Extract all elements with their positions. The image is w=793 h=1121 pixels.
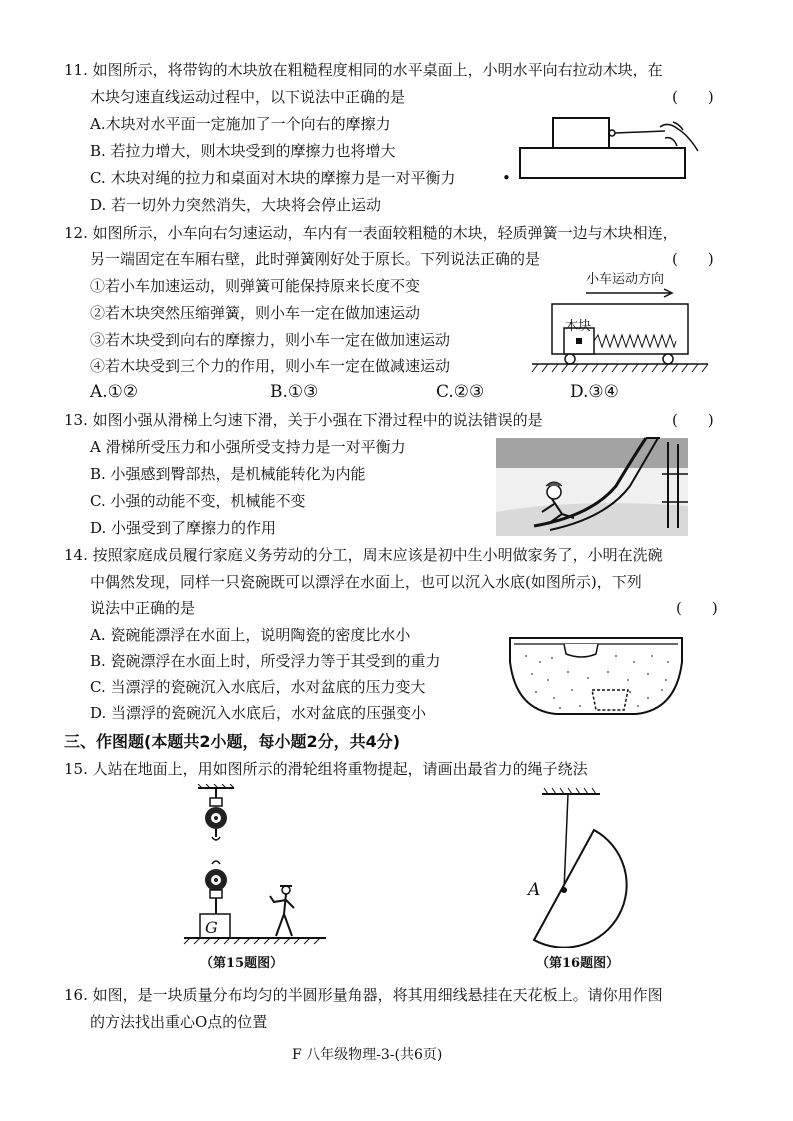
q11-stem-line2: 木块匀速直线运动过程中，以下说法中正确的是 xyxy=(90,88,406,106)
q15-stem: 15. 人站在地面上，用如图所示的滑轮组将重物提起，请画出最省力的绳子绕法 xyxy=(64,760,588,778)
q16-caption: （第16题图） xyxy=(536,956,620,971)
q16-protractor-figure xyxy=(520,784,660,948)
q11-option-a: A.木块对水平面一定施加了一个向右的摩擦力 xyxy=(90,115,391,133)
q12-choice-b: B.①③ xyxy=(270,382,319,402)
q13-slide-figure xyxy=(496,432,688,536)
q15-pulley-figure xyxy=(180,784,330,948)
q16-stem-line2: 的方法找出重心O点的位置 xyxy=(90,1013,268,1031)
q16-stem-line1: 16. 如图，是一块质量分布均匀的半圆形量角器，将其用细线悬挂在天花板上。请你用作图 xyxy=(64,986,663,1004)
q12-statement-1: ①若小车加速运动，则弹簧可能保持原来长度不变 xyxy=(90,277,421,295)
q13-option-a: A 滑梯所受压力和小强所受支持力是一对平衡力 xyxy=(90,438,406,456)
q12-stem-line2: 另一端固定在车厢右壁，此时弹簧刚好处于原长。下列说法正确的是 xyxy=(90,250,541,268)
q12-stem-line1: 12. 如图所示，小车向右匀速运动，车内有一表面较粗糙的木块，轻质弹簧一边与木块相连， xyxy=(64,224,678,242)
q14-stem-line3: 说法中正确的是 xyxy=(90,599,196,617)
q14-option-a: A. 瓷碗能漂浮在水面上，说明陶瓷的密度比水小 xyxy=(90,626,411,644)
q13-option-d: D. 小强受到了摩擦力的作用 xyxy=(90,519,277,537)
q12-figure xyxy=(530,284,710,380)
q15-caption: （第15题图） xyxy=(200,956,284,971)
q11-option-b: B. 若拉力增大，则木块受到的摩擦力也将增大 xyxy=(90,142,396,160)
q11-figure xyxy=(515,112,715,182)
page-footer: F 八年级物理-3-(共6页) xyxy=(292,1047,443,1063)
q12-choice-d: D.③④ xyxy=(570,382,619,402)
q14-option-c: C. 当漂浮的瓷碗沉入水底后，水对盆底的压力变大 xyxy=(90,678,426,696)
q13-answer-paren: ( ) xyxy=(672,411,714,429)
q11-answer-paren: ( ) xyxy=(672,88,714,106)
q12-statement-4: ④若木块受到三个力的作用，则小车一定在做减速运动 xyxy=(90,357,451,375)
section-3-heading: 三、作图题(本题共2小题，每小题2分，共4分) xyxy=(64,732,401,751)
q13-option-c: C. 小强的动能不变，机械能不变 xyxy=(90,492,306,510)
q12-statement-2: ②若木块突然压缩弹簧，则小车一定在做加速运动 xyxy=(90,304,421,322)
q11-dot: • xyxy=(502,169,511,187)
q12-answer-paren: ( ) xyxy=(672,250,714,268)
q14-option-b: B. 瓷碗漂浮在水面上时，所受浮力等于其受到的重力 xyxy=(90,652,441,670)
q12-direction-label: 小车运动方向 xyxy=(586,272,665,287)
q14-stem-line1: 14. 按照家庭成员履行家庭义务劳动的分工，周末应该是初中生小明做家务了，小明在洗碗 xyxy=(64,546,663,564)
q11-option-c: C. 木块对绳的拉力和桌面对木块的摩擦力是一对平衡力 xyxy=(90,169,456,187)
q15-weight-label: G xyxy=(205,918,218,937)
q11-option-d: D. 若一切外力突然消失，大块将会停止运动 xyxy=(90,196,382,214)
q11-stem-line1: 11. 如图所示，将带钩的木块放在粗糙程度相同的水平桌面上，小明水平向右拉动木块，在 xyxy=(64,61,663,79)
q14-basin-figure xyxy=(506,632,686,718)
q13-option-b: B. 小强感到臀部热，是机械能转化为内能 xyxy=(90,465,366,483)
q14-stem-line2: 中偶然发现，同样一只瓷碗既可以漂浮在水面上，也可以沉入水底(如图所示)，下列 xyxy=(90,573,642,591)
q12-choice-a: A.①② xyxy=(90,382,139,402)
q14-option-d: D. 当漂浮的瓷碗沉入水底后，水对盆底的压强变小 xyxy=(90,704,427,722)
q12-statement-3: ③若木块受到向右的摩擦力，则小车一定在做加速运动 xyxy=(90,331,451,349)
q12-choice-c: C.②③ xyxy=(436,382,485,402)
q16-point-label: A xyxy=(528,880,541,900)
q13-stem: 13. 如图小强从滑梯上匀速下滑，关于小强在下滑过程中的说法错误的是 xyxy=(64,411,543,429)
q14-answer-paren: ( ) xyxy=(676,599,718,617)
q12-block-label: 木块 xyxy=(565,319,592,334)
